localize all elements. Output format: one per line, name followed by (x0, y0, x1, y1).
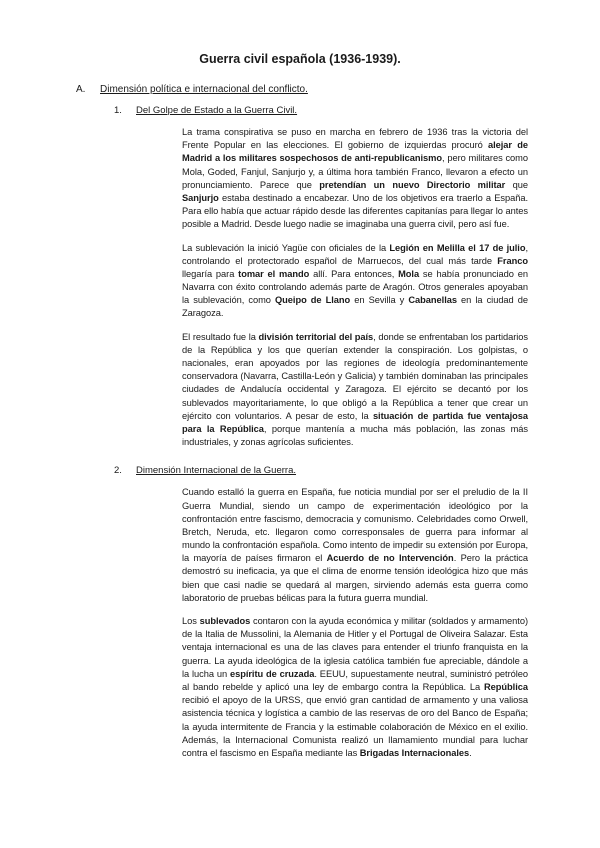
paragraph-international-news: Cuando estalló la guerra en España, fue noticia mundial por ser el preludio de la II Guerra Mundial, siendo un campo de experimentación ideológico por la confrontación entre fascismo, democracia y comunismo. Celebridades como Orwell, Bretch, Neruda, etc. llegaron como corresponsales de guerra para informar al mundo la confrontación española. Como intento de impedir su extensión por Europa, la mayoría de países firmaron el Acuerdo de no Intervención. Pero la práctica demostró su ineficacia, ya que el clima de enorme tensión ideológica hizo que más bien que casi nadie se quedará al margen, sirviendo además esta guerra como laboratorio de pruebas bélicas para la futura guerra mundial. (182, 487, 528, 603)
paragraph-uprising: La sublevación la inició Yagüe con oficiales de la Legión en Melilla el 17 de julio, controlando el protectorado español de Marruecos, del cual más tarde Franco llegaría para tomar el mando allí. Para entonces, Mola se había pronunciado en Navarra con éxito controlando además parte de Aragón. Otros generales apoyaban la sublevación, como Queipo de Llano en Sevilla y Cabanellas en la ciudad de Zaragoza. (182, 242, 528, 319)
section-a-heading (76, 84, 528, 95)
document-title: Guerra civil española (1936-1939). (199, 52, 401, 66)
section-a-title: Dimensión política e internacional del conflicto. (100, 84, 308, 95)
subsection-1-heading (114, 105, 528, 116)
paragraph-conspiracy: La trama conspirativa se puso en marcha en febrero de 1936 tras la victoria del Frente Popular en las elecciones. El gobierno de izquierdas procuró alejar de Madrid a los militares sospechosos de anti-republicanismo, pero militares como Mola, Goded, Fanjul, Sanjurjo y, a última hora también Franco, llevaron a efecto un pronunciamiento. Parece que pretendían un nuevo Directorio militar que Sanjurjo estaba destinado a encabezar. Uno de los objetivos era traerlo a España. Para ello había que actuar rápido desde las diferentes capitanías para llegar lo antes posible a Madrid. Desde luego nadie se imaginaba una guerra civil, pero así fue. (182, 127, 528, 230)
subsection-2-heading (114, 465, 528, 476)
paragraph-foreign-aid: Los sublevados contaron con la ayuda económica y militar (soldados y armamento) de la Italia de Mussolini, la Alemania de Hitler y el Portugal de Oliveira Salazar. Esta ventaja internacional es una de las claves para entender el triunfo franquista en la guerra. La ayuda ideológica de la iglesia católica también fue apreciable, dándole a la lucha un espíritu de cruzada. EEUU, supuestamente neutral, suministró petróleo al bando rebelde y aplicó una ley de embargo contra la República. La República recibió el apoyo de la URSS, que envió gran cantidad de armamento y una valiosa asistencia técnica y logística a cambio de las reservas de oro del Banco de España; la ayuda intermitente de Francia y la estimable colaboración de México en el exilio. Además, la Internacional Comunista realizó un llamamiento mundial para luchar contra el fascismo en España mediante las Brigadas Internacionales. (182, 616, 529, 758)
section-a-label: A. (76, 84, 86, 95)
subsection-2-title: Dimensión Internacional de la Guerra. (136, 465, 297, 477)
subsection-1-title: Del Golpe de Estado a la Guerra Civil. (136, 105, 298, 116)
subsection-1-number: 1. (114, 105, 122, 116)
subsection-2-number: 2. (114, 465, 122, 477)
paragraph-territorial-division: El resultado fue la división territorial del país, donde se enfrentaban los partidarios de la República y los que querían extender la conspiración. Los golpistas, o nacionales, eran apoyados por las regiones de ideología predominantemente conservadora (Navarra, Castilla-León y Galicia) y también dominaban las principales ciudades de Andalucía occidental y Zaragoza. El ejército se decantó por los sublevados mayoritariamente, lo que obligó a la República a tener que crear un ejército con voluntarios. A pesar de esto, la situación de partida fue ventajosa para la República, porque mantenía a mucha más población, las zonas más industriales, y zonas agrícolas suficientes. (182, 331, 529, 448)
